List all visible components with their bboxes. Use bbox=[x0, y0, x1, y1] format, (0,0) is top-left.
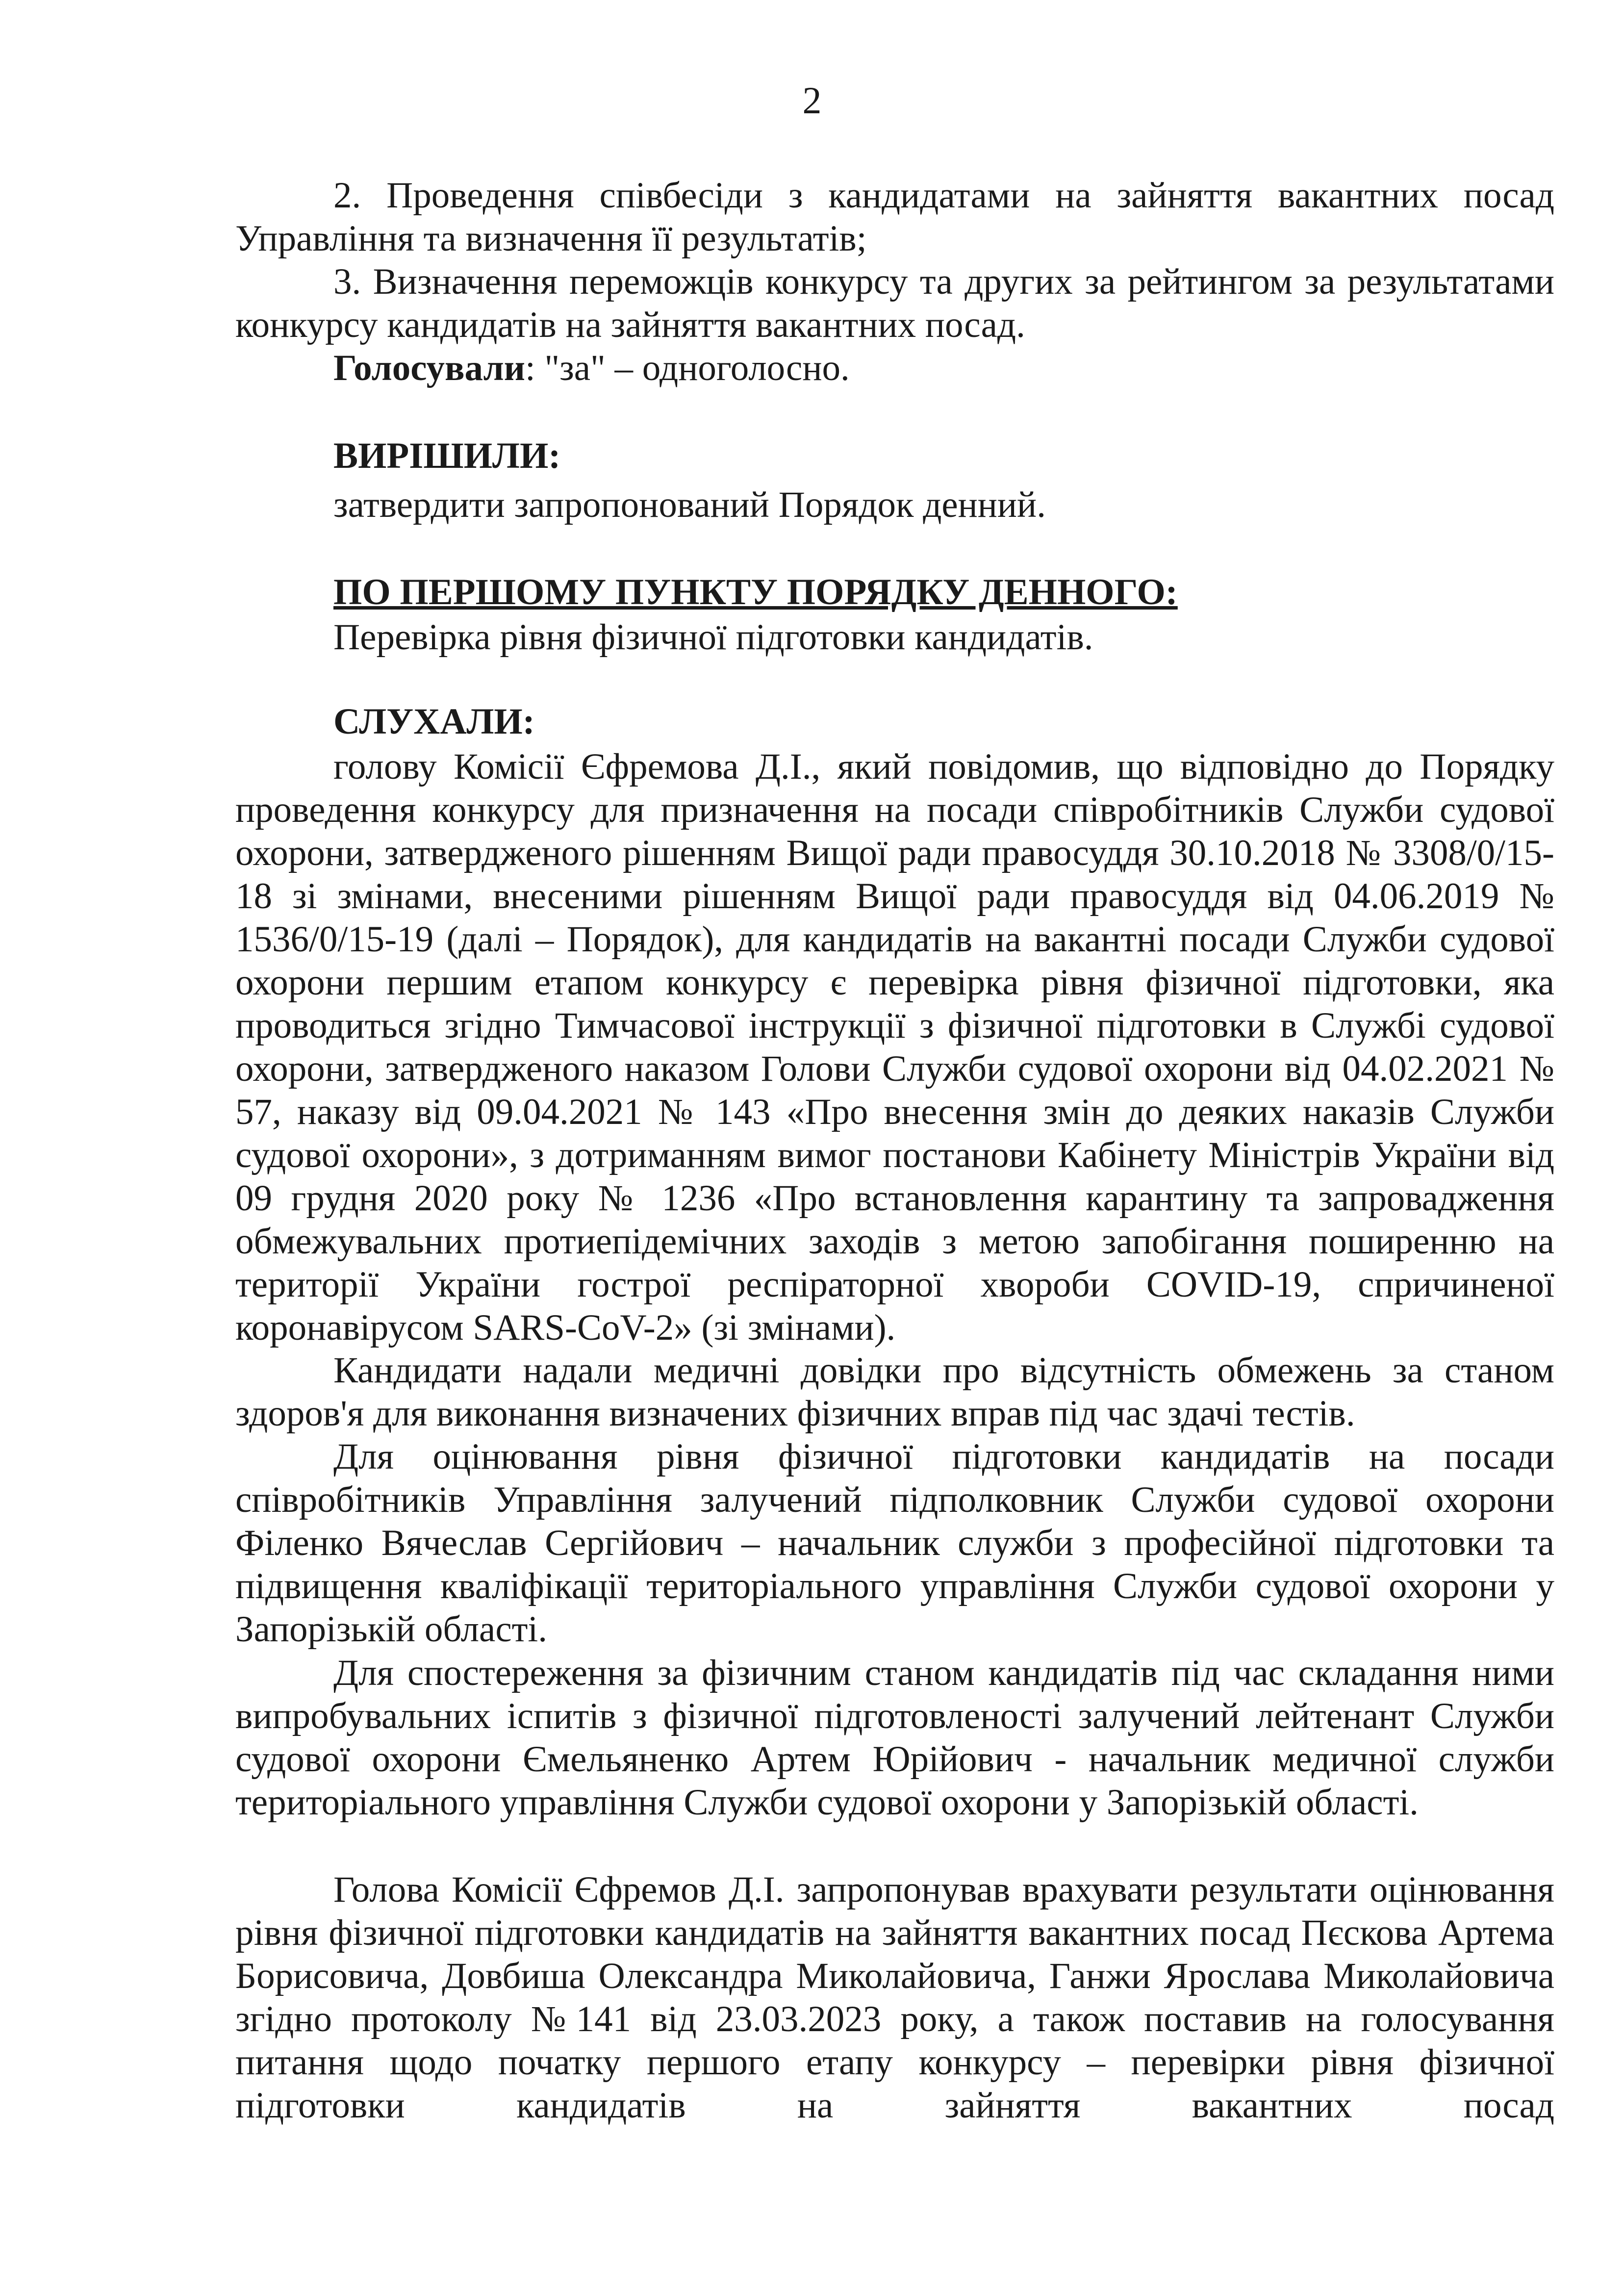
vote-line bbox=[235, 347, 1624, 390]
first-item-heading: ПО ПЕРШОМУ ПУНКТУ ПОРЯДКУ ДЕННОГО: bbox=[333, 572, 1178, 612]
paragraph-medical: Кандидати надали медичні довідки про відсутність обмежень за станом здоров'я для виконання визначених фізичних вправ під час здачі тестів. bbox=[235, 1350, 1554, 1434]
agenda-item-3: 3. Визначення переможців конкурсу та других за рейтингом за результатами конкурсу кандидатів на зайняття вакантних посад. bbox=[235, 261, 1554, 345]
vote-label: Голосували bbox=[333, 348, 525, 388]
paragraph-evaluator: Для оцінювання рівня фізичної підготовки кандидатів на посади співробітників Управління залучений підполковник Служби судової охорони Філенко Вячеслав Сергійович – начальник служби з професійної підготовки та підвищення кваліфікації територіального управління Служби судової охорони у Запорізькій області. bbox=[235, 1436, 1554, 1650]
agenda-item-2: 2. Проведення співбесіди з кандидатами на зайняття вакантних посад Управління та визначення її результатів; bbox=[235, 175, 1554, 259]
paragraph-proposal: Голова Комісії Єфремов Д.І. запропонував врахувати результати оцінювання рівня фізичної підготовки кандидатів на зайняття вакантних посад Пєскова Артема Борисовича, Довбиша Олександра Миколайовича, Ганжи Ярослава Миколайовича згідно протоколу №141 від 23.03.2023 року, а також поставив на голосування питання щодо початку першого етапу конкурсу – перевірки рівня фізичної підготовки кандидатів на зайняття вакантних посад bbox=[235, 1869, 1554, 2126]
first-item-text: Перевірка рівня фізичної підготовки кандидатів. bbox=[333, 617, 1093, 658]
page-number: 2 bbox=[802, 79, 822, 122]
vote-value: : "за" – одноголосно. bbox=[525, 348, 850, 388]
decided-heading: ВИРІШИЛИ: bbox=[333, 435, 561, 476]
heard-heading: СЛУХАЛИ: bbox=[333, 701, 535, 742]
paragraph-observer: Для спостереження за фізичним станом кандидатів під час складання ними випробувальних іспитів з фізичної підготовленості залучений лейтенант Служби судової охорони Ємельяненко Артем Юрійович - начальник медичної служби територіального управління Служби судової охорони у Запорізькій області. bbox=[235, 1653, 1554, 1823]
paragraph-report: голову Комісії Єфремова Д.І., який повідомив, що відповідно до Порядку проведення конкурсу для призначення на посади співробітників Служби судової охорони, затвердженого рішенням Вищої ради правосуддя 30.10.2018 № 3308/0/15-18 зі змінами, внесеними рішенням Вищої ради правосуддя від 04.06.2019 № 1536/0/15-19 (далі – Порядок), для кандидатів на вакантні посади Служби судової охорони першим етапом конкурсу є перевірка рівня фізичної підготовки, яка проводиться згідно Тимчасової інструкції з фізичної підготовки в Службі судової охорони, затвердженого наказом Голови Служби судової охорони від 04.02.2021 № 57, наказу від 09.04.2021 № 143 «Про внесення змін до деяких наказів Служби судової охорони», з дотриманням вимог постанови Кабінету Міністрів України від 09 грудня 2020 року № 1236 «Про встановлення карантину та запровадження обмежувальних протиепідемічних заходів з метою запобігання поширенню на території України гострої респіраторної хвороби COVID-19, спричиненої коронавірусом SARS-CoV-2» (зі змінами). bbox=[235, 746, 1554, 1348]
decided-text: затвердити запропонований Порядок денний. bbox=[333, 484, 1046, 525]
